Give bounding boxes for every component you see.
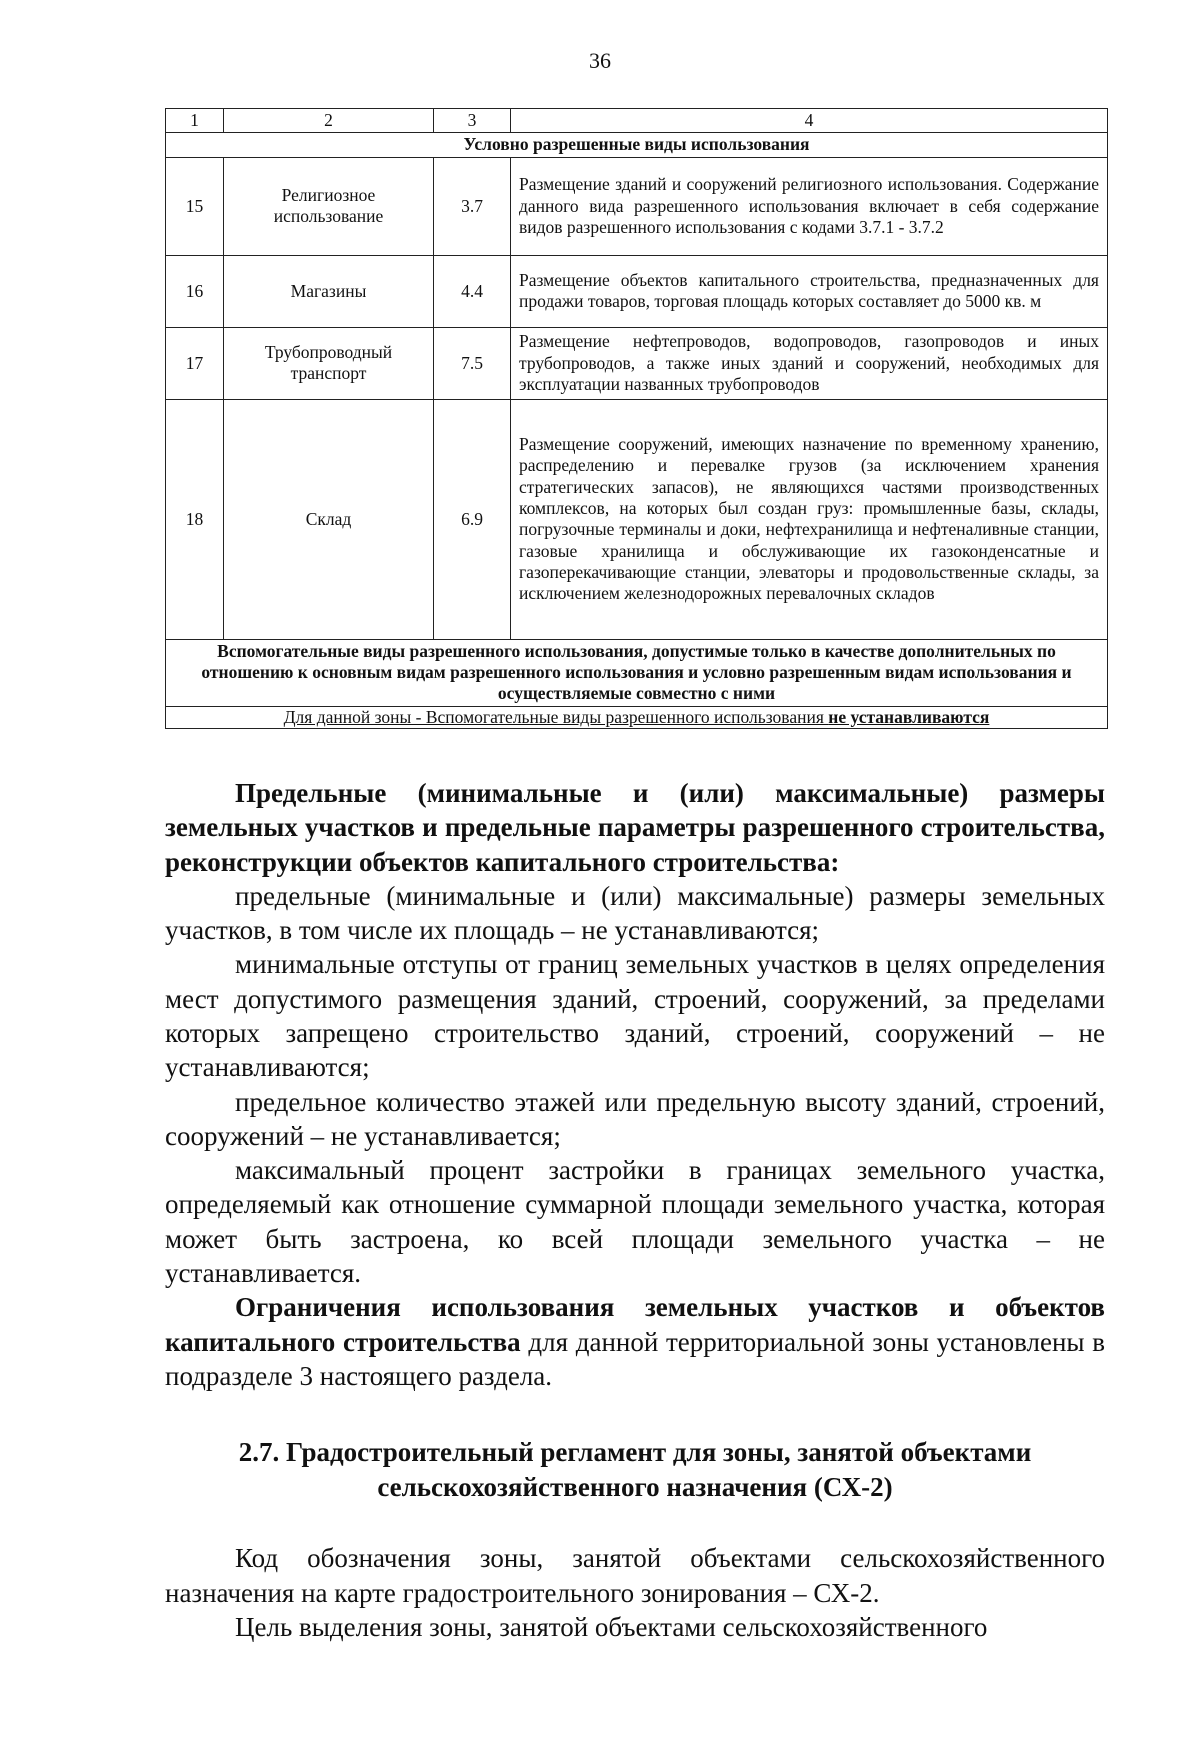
paragraph: предельные (минимальные и (или) максимальные) размеры земельных участков, в том числе их площадь – не устанавливаются; (165, 880, 1105, 946)
limits-heading: Предельные (минимальные и (или) максимальные) размеры земельных участков и предельные параметры разрешенного строительства, реконструкции объектов капитального строительства: (165, 778, 1105, 877)
table-row (166, 255, 1108, 327)
column-header: 2 (224, 109, 434, 133)
section-title-conditional: Условно разрешенные виды использования (166, 133, 1108, 157)
land-use-table (165, 108, 1108, 729)
use-code: 3.7 (434, 157, 511, 255)
column-header: 3 (434, 109, 511, 133)
use-code: 7.5 (434, 327, 511, 399)
row-number: 16 (166, 255, 224, 327)
restrictions-paragraph (165, 1290, 1105, 1393)
aux-note-emphasis: не устанавливаются (828, 706, 990, 727)
use-description: Размещение зданий и сооружений религиозного использования. Содержание данного вида разрешенного использования включает в себя содержание видов разрешенного использования с кодами 3.7.1 - 3.7.2 (511, 157, 1108, 255)
restrictions-rest: для данной территориальной зоны установлены в подразделе 3 настоящего раздела. (165, 1326, 1105, 1391)
restrictions-bold: Ограничения использования земельных участков и объектов капитального строительства (165, 1292, 1105, 1357)
paragraph: минимальные отступы от границ земельных участков в целях определения мест допустимого размещения зданий, строений, сооружений, за пределами которых запрещено строительство зданий, строений, сооружений – не устанавливаются; (165, 949, 1105, 1083)
row-number: 17 (166, 327, 224, 399)
paragraph: предельное количество этажей или предельную высоту зданий, строений, сооружений – не устанавливается; (165, 1086, 1105, 1151)
column-header: 4 (511, 109, 1108, 133)
row-number: 15 (166, 157, 224, 255)
use-code: 6.9 (434, 399, 511, 639)
table-row (166, 157, 1108, 255)
section-row-auxiliary (166, 639, 1108, 706)
paragraph: Код обозначения зоны, занятой объектами сельскохозяйственного назначения на карте градостроительного зонирования – СХ-2. (165, 1543, 1105, 1608)
paragraph: Цель выделения зоны, занятой объектами сельскохозяйственного (235, 1611, 988, 1642)
column-header: 1 (166, 109, 224, 133)
use-description: Размещение нефтепроводов, водопроводов, газопроводов и иных трубопроводов, а также иных зданий и сооружений, необходимых для эксплуатации названных трубопроводов (511, 327, 1108, 399)
use-description: Размещение сооружений, имеющих назначение по временному хранению, распределению и перевалке грузов (за исключением хранения стратегических запасов), не являющихся частями производственных комплексов, на которых был создан груз: промышленные базы, склады, погрузочные терминалы и доки, нефтехранилища и нефтеналивные станции, газовые хранилища и обслуживающие их газоконденсатные и газоперекачивающие станции, элеваторы и продовольственные склады, за исключением железнодорожных перевалочных складов (511, 399, 1108, 639)
aux-note-prefix: Для данной зоны - Вспомогательные виды разрешенного использования (283, 706, 829, 727)
use-name: Магазины (224, 255, 434, 327)
use-name: Склад (224, 399, 434, 639)
section-heading: 2.7. Градостроительный регламент для зоны, занятой объектами сельскохозяйственного назначения (СХ-2) (238, 1437, 1032, 1503)
use-code: 4.4 (434, 255, 511, 327)
use-name: Трубопроводный транспорт (224, 327, 434, 399)
body-text (165, 776, 1105, 1644)
page-number: 36 (589, 48, 611, 73)
aux-note (166, 706, 1108, 728)
section-title-auxiliary: Вспомогательные виды разрешенного использования, допустимые только в качестве дополнительных по отношению к основным видам разрешенного использования и условно разрешенным видам использования и осуществляемые совместно с ними (166, 639, 1108, 706)
use-description: Размещение объектов капитального строительства, предназначенных для продажи товаров, торговая площадь которых составляет до 5000 кв. м (511, 255, 1108, 327)
section-row-conditional (166, 133, 1108, 157)
row-number: 18 (166, 399, 224, 639)
column-header-row (166, 109, 1108, 133)
table-row (166, 327, 1108, 399)
aux-note-row (166, 706, 1108, 728)
table-row (166, 399, 1108, 639)
paragraph: максимальный процент застройки в границах земельного участка, определяемый как отношение суммарной площади земельного участка, которая может быть застроена, ко всей площади земельного участка – не устанавливается. (165, 1155, 1105, 1288)
use-name: Религиозное использование (224, 157, 434, 255)
